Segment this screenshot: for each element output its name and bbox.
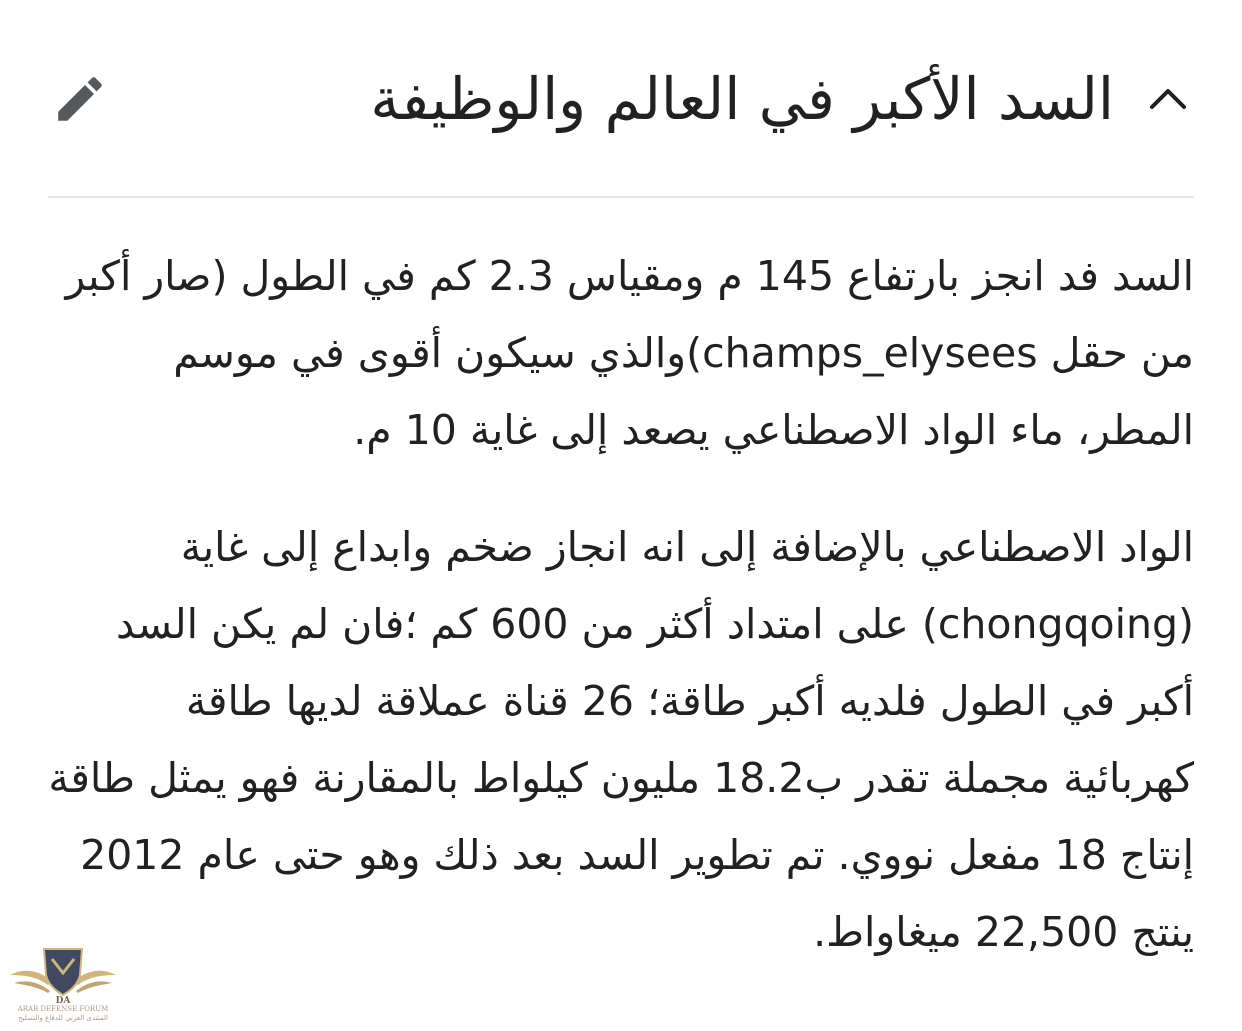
forum-logo-icon	[8, 945, 118, 1005]
section-title: السد الأكبر في العالم والوظيفة	[370, 65, 1114, 133]
forum-watermark	[8, 945, 118, 1027]
pencil-icon[interactable]	[48, 67, 112, 131]
watermark-english: ARAB DEFENSE FORUM	[17, 1005, 109, 1013]
paragraph: السد فد انجز بارتفاع 145 م ومقياس 2.3 كم في الطول (صار أكبر من حقل champs_elysees)والذي سيكون أقوى في موسم المطر، ماء الواد الاصطناعي يصعد إلى غاية 10 م.	[65, 252, 1194, 454]
section-divider	[48, 196, 1194, 198]
watermark-arabic: المنتدى العربي للدفاع والتسليح	[18, 1014, 108, 1022]
chevron-up-icon[interactable]	[1142, 73, 1194, 125]
paragraph: الواد الاصطناعي بالإضافة إلى انه انجاز ضخم وابداع إلى غاية (chongqoing) على امتداد أكثر من 600 كم ؛فان لم يكن السد أكبر في الطول فلديه أكبر طاقة؛ 26 قناة عملاقة لديها طاقة كهربائية مجملة تقدر ب18.2 مليون كيلواط بالمقارنة فهو يمثل طاقة إنتاج 18 مفعل نووي. تم تطوير السد بعد ذلك وهو حتى عام 2012 ينتج 22,500 ميغاواط.	[48, 523, 1194, 956]
section-content	[48, 238, 1194, 1011]
logo-mark: DA	[55, 996, 71, 1005]
section-header[interactable]	[48, 44, 1194, 154]
